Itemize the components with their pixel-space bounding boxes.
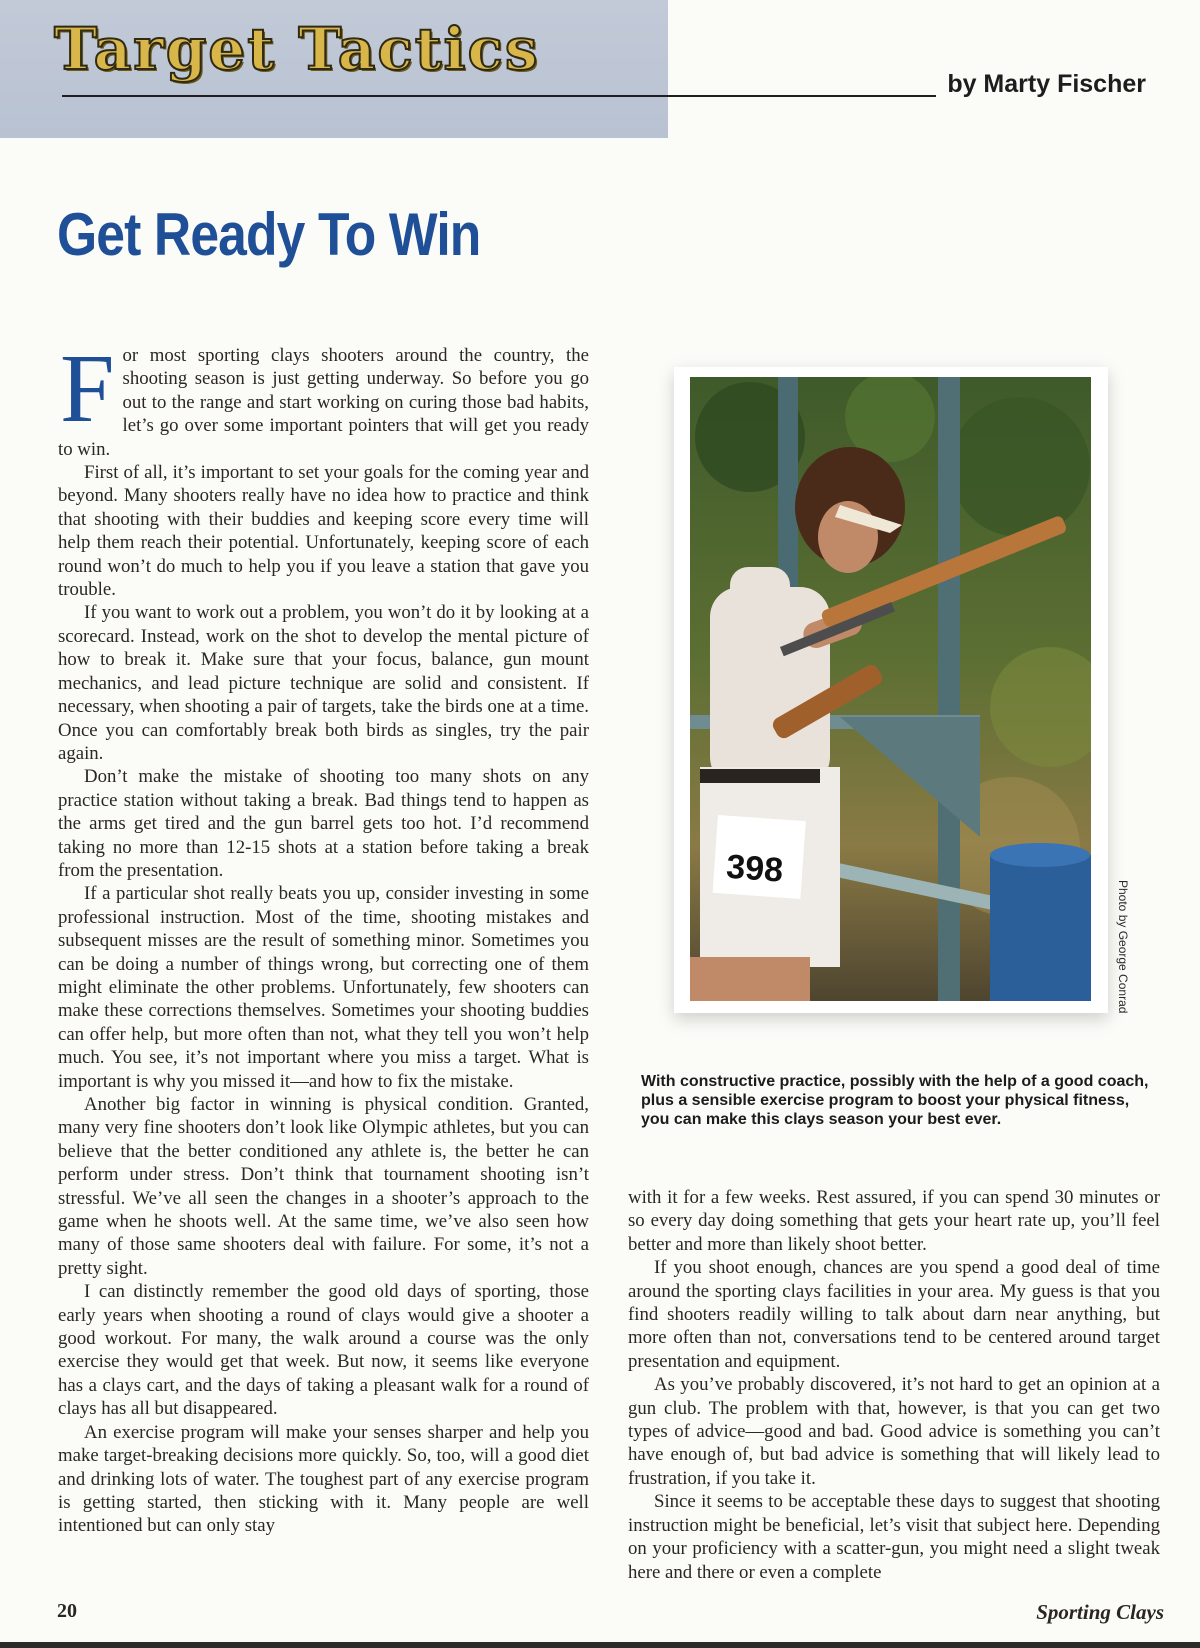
article-paragraph: An exercise program will make your senses sharper and help you make target-breaking decisions more quickly. So, too, will a good diet and drinking lots of water. The toughest part of any exercise program is getting started, then sticking with it. Many people are well intentioned but can only stay [58, 1421, 589, 1537]
article-paragraph: As you’ve probably discovered, it’s not hard to get an opinion at a gun club. The problem with that, however, is that you can get two types of advice—good and bad. Good advice is something you can’t have enough of, but bad advice is something that will likely lead to frustration, if you take it. [628, 1374, 1160, 1489]
article-paragraph: If you shoot enough, chances are you spend a good deal of time around the sporting clays facilities in your area. My guess is that you find shooters readily willing to talk about darn near anything, but more often than not, conversations tend to be centered around target presentation and equipment. [628, 1257, 1160, 1372]
drop-cap: F [60, 344, 115, 443]
photo-caption: With constructive practice, possibly with the help of a good coach, plus a sensible exercise program to boost your physical fitness, you can make this clays season your best ever. [641, 1073, 1149, 1128]
article-paragraph [58, 344, 589, 461]
magazine-name: Sporting Clays [1036, 1600, 1164, 1624]
bib-number: 398 [725, 847, 785, 890]
header-rule [62, 95, 936, 97]
shooter-photo [690, 377, 1091, 1001]
article-paragraph: Another big factor in winning is physical condition. Granted, many very fine shooters don’t look like Olympic athletes, but you can believe that the better conditioned any athlete is, the better he can perform under stress. Don’t think that tournament shooting isn’t stressful. We’ve all seen the changes in a shooter’s approach to the game when he shoots well. At the same time, we’ve also seen how many of those same shooters deal with failure. For some, it’s not a pretty sight. [58, 1094, 589, 1279]
article-paragraph: with it for a few weeks. Rest assured, if you can spend 30 minutes or so every day doing something that gets your heart rate up, you’ll feel better and more than likely shoot better. [628, 1187, 1160, 1255]
article-paragraph: If you want to work out a problem, you won’t do it by looking at a scorecard. Instead, work on the shot to develop the mental picture of how to break it. Make sure that your focus, balance, gun mount mechanics, and lead picture technique are solid and consistent. If necessary, when shooting a pair of targets, take the birds one at a time. Once you can comfortably break both birds as singles, try the pair again. [58, 602, 589, 764]
article-column-right [628, 1186, 1160, 1588]
page-number: 20 [57, 1600, 77, 1622]
section-title: Target Tactics [54, 15, 540, 83]
paragraph-text: or most sporting clays shooters around the country, the shooting season is just getting underway. So before you go out to the range and start working on curing those bad habits, let’s go over some important pointers that will get you ready to win. [58, 345, 589, 460]
article-paragraph: First of all, it’s important to set your goals for the coming year and beyond. Many shooters really have no idea how to practice and think that shooting with their buddies and keeping score every time will help them reach their potential. Unfortunately, keeping score of each round won’t do much to help you if you leave a station that gave you trouble. [58, 462, 589, 601]
article-paragraph: Since it seems to be acceptable these days to suggest that shooting instruction might be beneficial, let’s visit that subject here. Depending on your proficiency with a scatter-gun, you might need a slight tweak here and there or even a complete [628, 1491, 1160, 1583]
byline: by Marty Fischer [947, 70, 1146, 98]
article-paragraph: Don’t make the mistake of shooting too many shots on any practice station without taking a break. Bad things tend to happen as the arms get tired and the gun barrel gets too hot. I’d recommend taking no more than 12-15 shots at a station before taking a break from the presentation. [58, 766, 589, 881]
photo-credit: Photo by George Conrad [1116, 880, 1130, 1014]
article-paragraph: If a particular shot really beats you up, consider investing in some professional instruction. Most of the time, shooting mistakes and subsequent misses are the result of something minor. Sometimes you can be doing a number of things wrong, but correcting one of them might eliminate the other problems. Unfortunately, few shooters can make these corrections themselves. Sometimes your shooting buddies can offer help, but more often than not, what they tell you won’t help much. You see, it’s not important where you miss a target. What is important is why you missed it—and how to fix the mistake. [58, 883, 589, 1092]
page-bottom-edge [0, 1642, 1200, 1648]
article-column-left [58, 344, 589, 1590]
article-paragraph: I can distinctly remember the good old days of sporting, those early years when shooting a round of clays would give a shooter a good workout. For many, the walk around a course was the only exercise they would get that week. But now, it seems like everyone has a clays cart, and the days of taking a pleasant walk for a round of clays has all but disappeared. [58, 1281, 589, 1420]
shooter-photo-illustration [690, 377, 1091, 1001]
photo-frame [674, 367, 1108, 1013]
headline: Get Ready To Win [57, 201, 481, 268]
